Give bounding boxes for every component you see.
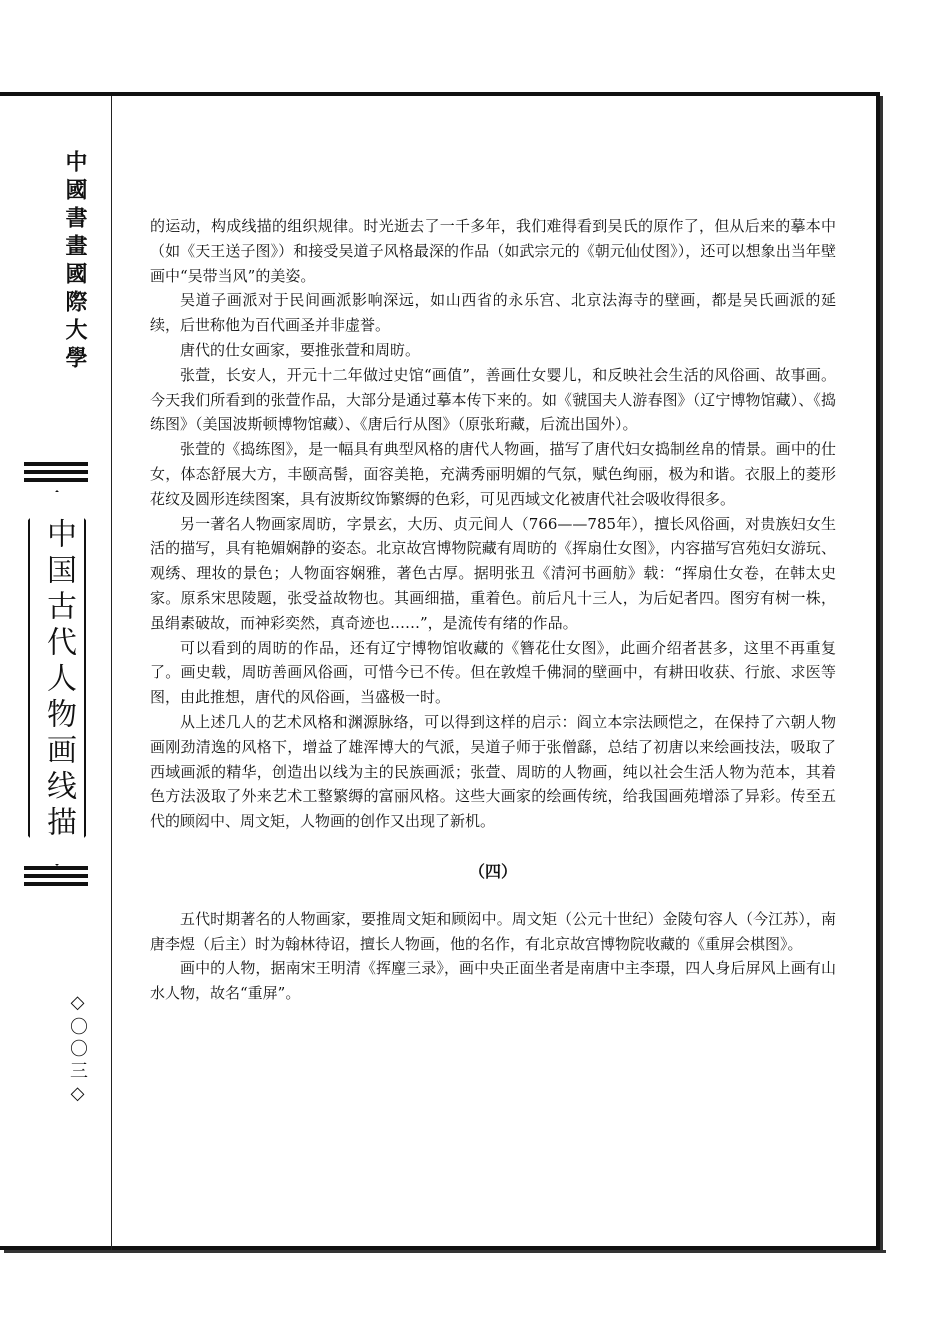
- paragraph: 可以看到的周昉的作品，还有辽宁博物馆收藏的《簪花仕女图》，此画介绍者甚多，这里不再重复了。画史载，周昉善画风俗画，可惜今已不传。但在敦煌千佛洞的壁画中，有耕田收获、行旅、求医等图，由此推想，唐代的风俗画，当盛极一时。: [150, 638, 836, 707]
- cartouche-bottom-bars: [24, 866, 88, 890]
- page-number: ◇〇〇三◇: [67, 992, 88, 1108]
- paragraph: 唐代的仕女画家，要推张萱和周昉。: [180, 340, 421, 359]
- frame-shadow-right: [880, 96, 883, 1253]
- frame-shadow-bottom: [4, 1250, 886, 1253]
- book-title: 中国古代人物画线描: [41, 518, 76, 842]
- paragraph: 吴道子画派对于民间画派影响深远，如山西省的永乐宫、北京法海寺的壁画，都是吴氏画派的延续，后世称他为百代画圣并非虚誉。: [150, 291, 836, 335]
- paragraph: 另一著名人物画家周昉，字景玄，大历、贞元间人（766——785年），擅长风俗画，对贵族妇女生活的描写，具有艳媚娴静的姿态。北京故宫博物院藏有周昉的《挥扇仕女图》，内容描写宫苑妇女游玩、观绣、理妆的景色；人物面容娴雅，著色古厚。据明张丑《清河书画舫》载：“挥扇仕女卷，在韩太史家。原系宋思陵题，张受益故物也。其画细描，重着色。前后凡十三人，为后妃者四。图穷有树一株，虽绢素破故，而神彩奕然，真奇迹也……”，是流传有绪的作品。: [150, 514, 836, 632]
- sidebar-divider: [111, 96, 112, 1250]
- paragraph: 张萱的《捣练图》，是一幅具有典型风格的唐代人物画，描写了唐代妇女捣制丝帛的情景。画中的仕女，体态舒展大方，丰颐高髻，面容美艳，充满秀丽明媚的气氛，赋色绚丽，极为和谐。衣服上的菱形花纹及圆形连续图案，具有波斯纹饰繁缛的色彩，可见西域文化被唐代社会吸收得很多。: [150, 440, 836, 508]
- paragraph: 画中的人物，据南宋王明清《挥麈三录》，画中央正面坐者是南唐中主李璟，四人身后屏风上画有山水人物，故名“重屏”。: [150, 959, 836, 1003]
- main-text: [150, 214, 836, 1006]
- paragraph: 的运动，构成线描的组织规律。时光逝去了一千多年，我们难得看到吴氏的原作了，但从后来的摹本中（如《天王送子图》）和接受吴道子风格最深的作品（如武宗元的《朝元仙仗图》），还可以想象出当年壁画中“吴带当风”的美姿。: [150, 217, 836, 285]
- cartouche-top-bars: [24, 462, 88, 486]
- section-heading: （四）: [468, 861, 517, 881]
- school-name: 中國書畫國際大學: [62, 150, 88, 374]
- paragraph: 五代时期著名的人物画家，要推周文矩和顾闳中。周文矩（公元十世纪）金陵句容人（今江苏），南唐李煜（后主）时为翰林待诏，擅长人物画，他的名作，有北京故宫博物院收藏的《重屏会棋图》。: [150, 909, 836, 953]
- paragraph: 张萱，长安人，开元十二年做过史馆“画值”，善画仕女婴儿，和反映社会生活的风俗画、故事画。今天我们所看到的张萱作品，大部分是通过摹本传下来的。如《虢国夫人游春图》（辽宁博物馆藏）、《捣练图》（美国波斯顿博物馆藏）、《唐后行从图》（原张珩藏，后流出国外）。: [150, 365, 836, 434]
- paragraph: 从上述几人的艺术风格和渊源脉络，可以得到这样的启示：阎立本宗法顾恺之，在保持了六朝人物画刚劲清逸的风格下，增益了雄浑博大的气派，吴道子师于张僧繇，总结了初唐以来绘画技法，吸取了西域画派的精华，创造出以线为主的民族画派；张萱、周昉的人物画，纯以社会生活人物为范本，其着色方法汲取了外来艺术工整繁缛的富丽风格。这些大画家的绘画传统，给我国画苑增添了异彩。传至五代的顾闳中、周文矩，人物画的创作又出现了新机。: [150, 712, 836, 831]
